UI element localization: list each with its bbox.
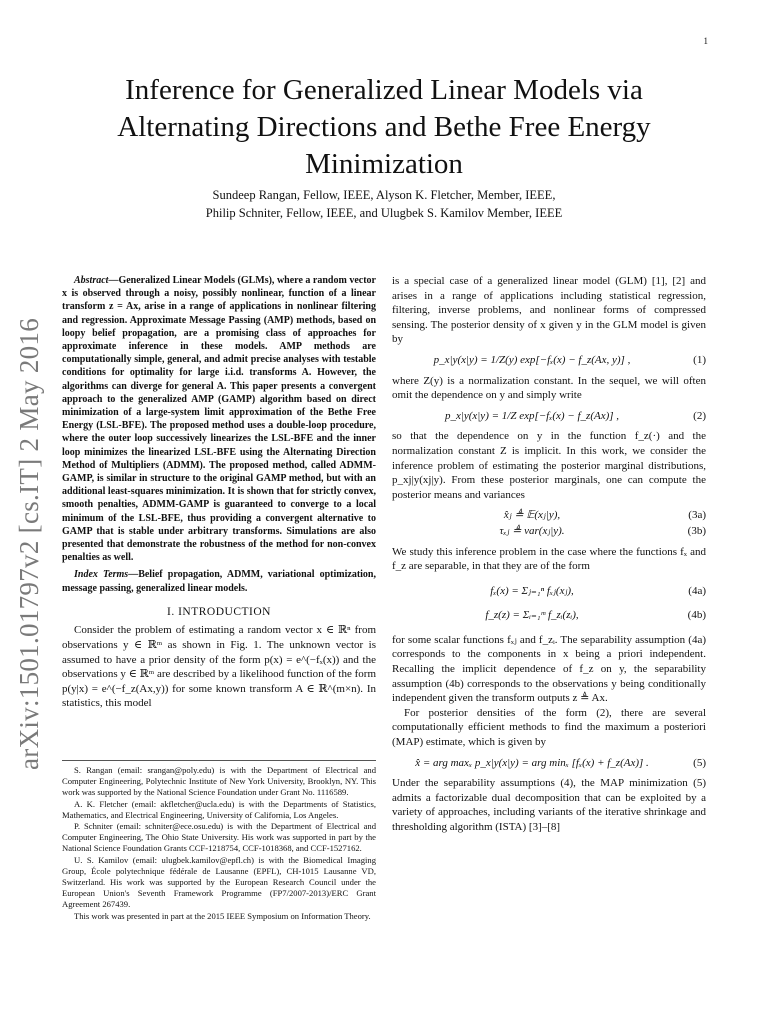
footnote: A. K. Fletcher (email: akfletcher@ucla.edu) is with the Departments of Statistics, Mathematics, and Electrical Engineering, University of California, Los Angeles.	[62, 798, 376, 820]
equation-4a	[392, 584, 706, 599]
author-line-1: Sundeep Rangan, Fellow, IEEE, Alyson K. Fletcher, Member, IEEE,	[212, 188, 556, 202]
equation-3b	[392, 524, 706, 539]
equation-5	[392, 756, 706, 771]
equation-body: τₓⱼ ≜ var(xⱼ|y).	[499, 524, 565, 537]
equation-body: x̂ⱼ ≜ 𝔼(xⱼ|y),	[503, 509, 561, 522]
footnote: This work was presented in part at the 2015 IEEE Symposium on Information Theory.	[74, 910, 371, 921]
equation-4b	[392, 608, 706, 623]
equation-number: (3a)	[688, 509, 706, 522]
equation-body: f_z(z) = Σᵢ₌₁ᵐ f_zᵢ(zᵢ),	[485, 609, 579, 622]
author-list	[60, 186, 708, 222]
equation-body: x̂ = arg maxₓ p_x|y(x|y) = arg minₓ [fₓ(x) + f_z(Ax)] .	[415, 756, 649, 769]
left-column	[62, 274, 376, 711]
right-column	[392, 274, 706, 835]
index-terms-text: —Belief propagation, ADMM, variational optimization, message passing, generalized linear models.	[62, 569, 376, 594]
footnote: S. Rangan (email: srangan@poly.edu) is with the Department of Electrical and Computer Engineering, Polytechnic Institute of New York University, Brooklyn, NY. This work was supported by the National Science Foundation under Grant No. 1116589.	[62, 765, 376, 798]
abstract-text: —Generalized Linear Models (GLMs), where a random vector x is observed through a noisy, possibly nonlinear, function of a linear transform z = Ax, arise in a range of applications in nonlinear filtering and regression. Approximate Message Passing (AMP) methods, based on loopy belief propagation, are a promising class of approaches for approximate inference in these models. AMP methods are computationally simple, general, and admit precise analyses with testable conditions for optimality for large i.i.d. transforms A. However, the algorithms can diverge for general A. This paper presents a convergent approach to the generalized AMP (GAMP) algorithm based on direct minimization of a large-system limit approximation of the Bethe Free Energy (LSL-BFE). The proposed method uses a double-loop procedure, where the outer loop successively linearizes the LSL-BFE and the inner loop minimizes the linearized LSL-BFE using the Alternating Direction Method of Multipliers (ADMM). The proposed method, called ADMM-GAMP, is similar in structure to the original GAMP method, but with an additional least-squares minimization. It is shown that for strictly convex, smooth penalties, ADMM-GAMP is guaranteed to converge to a local minimum of the LSL-BFE, thus providing a convergent alternative to GAMP that is stable under arbitrary transforms. Simulations are also presented that demonstrate the robustness of the method for non-convex penalties as well.	[62, 275, 376, 564]
equation-2	[392, 409, 706, 424]
footnote: P. Schniter (email: schniter@ece.osu.edu) is with the Department of Electrical and Computer Engineering, The Ohio State University. His work was supported in part by the National Science Foundation Grants CCF-1218754, CCF-1018368, and CCF-1527162.	[62, 821, 376, 854]
index-terms-lead: Index Terms	[74, 569, 129, 581]
arxiv-stamp: arXiv:1501.01797v2 [cs.IT] 2 May 2016	[14, 317, 44, 770]
paragraph: for some scalar functions fₓⱼ and f_zᵢ. The separability assumption (4a) corresponds to the components in x being a priori independent. Recalling the implicit dependence of f_z on y, the separability assumption (4b) corresponds to the observations y being conditionally independent given the transform outputs z ≜ Ax.	[392, 633, 706, 705]
equation-body: fₓ(x) = Σⱼ₌₁ⁿ fₓⱼ(xⱼ),	[490, 584, 574, 597]
paragraph: For posterior densities of the form (2), there are several computationally efficient methods to find the maximum a posteriori (MAP) estimate, which is given by	[392, 706, 706, 749]
paragraph: is a special case of a generalized linear model (GLM) [1], [2] and arises in a range of applications including statistical regression, filtering, inverse problems, and nonlinear forms of compressed sensing. The posterior density of x given y in the GLM model is given by	[392, 275, 706, 346]
paragraph: Under the separability assumptions (4), the MAP minimization (5) admits a factorizable dual decomposition that can be exploited by a variety of approaches, including variants of the iterative shrinkage and thresholding algorithm (ISTA) [3]–[8]	[392, 777, 706, 833]
author-line-2: Philip Schniter, Fellow, IEEE, and Ulugbek S. Kamilov Member, IEEE	[205, 206, 563, 220]
equation-number: (4b)	[687, 609, 706, 622]
section-heading: I. INTRODUCTION	[167, 605, 271, 618]
footnote: U. S. Kamilov (email: ulugbek.kamilov@epfl.ch) is with the Biomedical Imaging Group, École polytechnique fédérale de Lausanne (EPFL), CH-1015 Lausanne VD, Switzerland. His work was supported by the European Research Council under the European Union's Seventh Framework Programme (FP7/2007-2013)/ERC Grant Agreement 267439.	[62, 854, 376, 910]
paragraph: We study this inference problem in the case where the functions fₓ and f_z are separable, in that they are of the form	[392, 545, 706, 573]
abstract-lead: Abstract	[74, 275, 109, 286]
abstract	[62, 274, 376, 564]
equation-body: p_x|y(x|y) = 1/Z exp[−fₓ(x) − f_z(Ax)] ,	[444, 409, 620, 422]
paragraph: where Z(y) is a normalization constant. In the sequel, we will often omit the dependence on y and simply write	[392, 374, 706, 402]
equation-number: (3b)	[687, 524, 706, 537]
paragraph: so that the dependence on y in the function f_z(·) and the normalization constant Z is implicit. In this work, we consider the inference problem of estimating the posterior marginal distributions, p_xj|y(xj|y). From these posterior marginals, one can compute the posterior means and variances	[392, 430, 706, 501]
equation-number: (5)	[693, 756, 706, 769]
equation-3a	[392, 508, 706, 523]
equation-body: p_x|y(x|y) = 1/Z(y) exp[−fₓ(x) − f_z(Ax, y)] ,	[433, 353, 631, 366]
footnotes	[62, 760, 376, 922]
index-terms	[62, 568, 376, 594]
page-number: 1	[703, 36, 708, 46]
equation-number: (2)	[693, 409, 706, 422]
paper-title: Inference for Generalized Linear Models via Alternating Directions and Bethe Free Energy Minimization	[117, 74, 651, 180]
equation-number: (1)	[693, 353, 706, 366]
equation-number: (4a)	[688, 584, 706, 597]
intro-paragraph: Consider the problem of estimating a random vector x ∈ ℝⁿ from observations y ∈ ℝᵐ as shown in Fig. 1. The unknown vector is assumed to have a prior density of the form p(x) = e^(−fₓ(x)) and the observations y ∈ ℝᵐ are described by a likelihood function of the form p(y|x) = e^(−f_z(Ax,y)) for some known transform A ∈ ℝ^(m×n). In statistics, this model	[62, 624, 376, 710]
equation-1	[392, 353, 706, 368]
